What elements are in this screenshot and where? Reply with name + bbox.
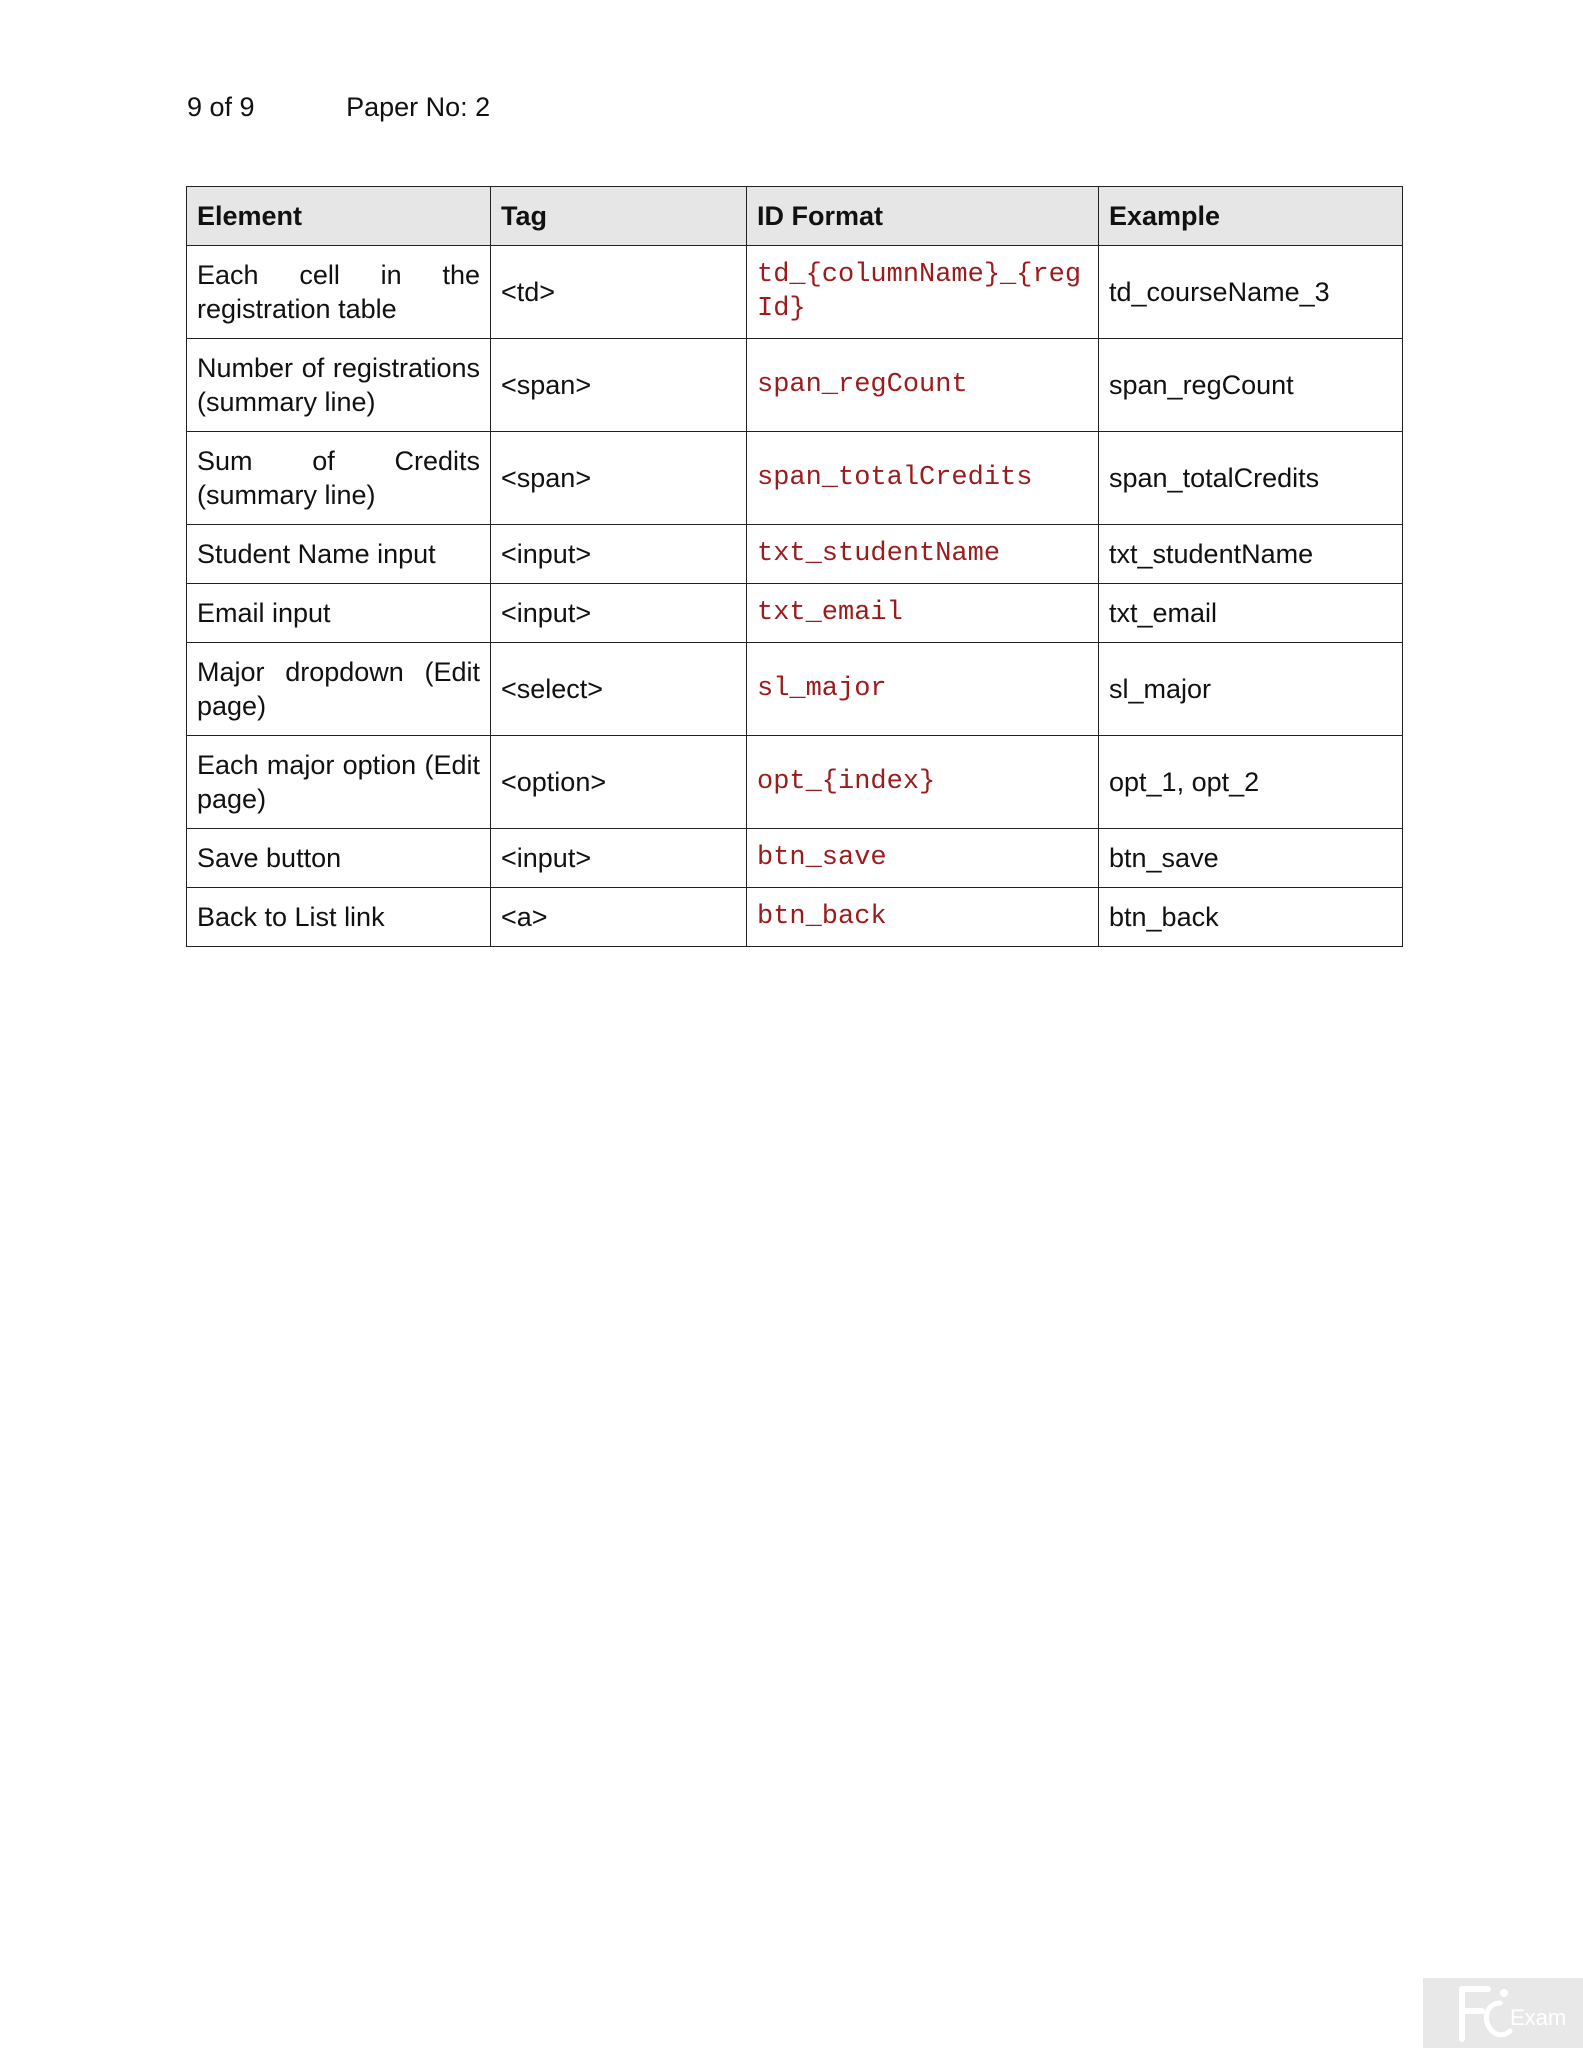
cell-id-format: txt_studentName (747, 525, 1099, 584)
id-spec-table (186, 186, 1403, 947)
cell-element: Save button (187, 829, 491, 888)
cell-id-format: btn_save (747, 829, 1099, 888)
cell-element: Number of registrations (summary line) (187, 339, 491, 432)
header-tag: Tag (491, 187, 747, 246)
cell-example: sl_major (1099, 643, 1403, 736)
header-element: Element (187, 187, 491, 246)
cell-tag: <span> (491, 339, 747, 432)
table-row (187, 736, 1403, 829)
header-id-format: ID Format (747, 187, 1099, 246)
watermark-text: Exam (1510, 2005, 1567, 2030)
cell-element: Student Name input (187, 525, 491, 584)
cell-element: Each cell in the registration table (187, 246, 491, 339)
header-example: Example (1099, 187, 1403, 246)
fci-exam-logo-icon (1448, 1981, 1567, 2045)
table-row (187, 643, 1403, 736)
cell-id-format: txt_email (747, 584, 1099, 643)
cell-tag: <input> (491, 525, 747, 584)
cell-element: Email input (187, 584, 491, 643)
paper-number: Paper No: 2 (346, 92, 491, 122)
cell-id-format: btn_back (747, 888, 1099, 947)
cell-tag: <option> (491, 736, 747, 829)
cell-example: td_courseName_3 (1099, 246, 1403, 339)
cell-tag: <span> (491, 432, 747, 525)
cell-example: txt_studentName (1099, 525, 1403, 584)
cell-id-format: span_totalCredits (747, 432, 1099, 525)
cell-tag: <input> (491, 584, 747, 643)
cell-element: Sum of Credits (summary line) (187, 432, 491, 525)
cell-id-format: td_{columnName}_{regId} (747, 246, 1099, 339)
cell-element: Major dropdown (Edit page) (187, 643, 491, 736)
table-row (187, 339, 1403, 432)
page-number: 9 of 9 (187, 92, 255, 122)
table-row (187, 829, 1403, 888)
cell-id-format: opt_{index} (747, 736, 1099, 829)
cell-tag: <td> (491, 246, 747, 339)
cell-example: span_totalCredits (1099, 432, 1403, 525)
table-row (187, 584, 1403, 643)
table-header-row (187, 187, 1403, 246)
cell-tag: <input> (491, 829, 747, 888)
table-row (187, 246, 1403, 339)
cell-example: btn_back (1099, 888, 1403, 947)
cell-element: Each major option (Edit page) (187, 736, 491, 829)
table-row (187, 525, 1403, 584)
cell-example: btn_save (1099, 829, 1403, 888)
page-header (187, 92, 490, 123)
cell-example: txt_email (1099, 584, 1403, 643)
cell-id-format: span_regCount (747, 339, 1099, 432)
cell-example: opt_1, opt_2 (1099, 736, 1403, 829)
cell-element: Back to List link (187, 888, 491, 947)
cell-example: span_regCount (1099, 339, 1403, 432)
cell-tag: <select> (491, 643, 747, 736)
cell-id-format: sl_major (747, 643, 1099, 736)
cell-tag: <a> (491, 888, 747, 947)
watermark-logo (1423, 1978, 1583, 2048)
table-row (187, 888, 1403, 947)
table-row (187, 432, 1403, 525)
